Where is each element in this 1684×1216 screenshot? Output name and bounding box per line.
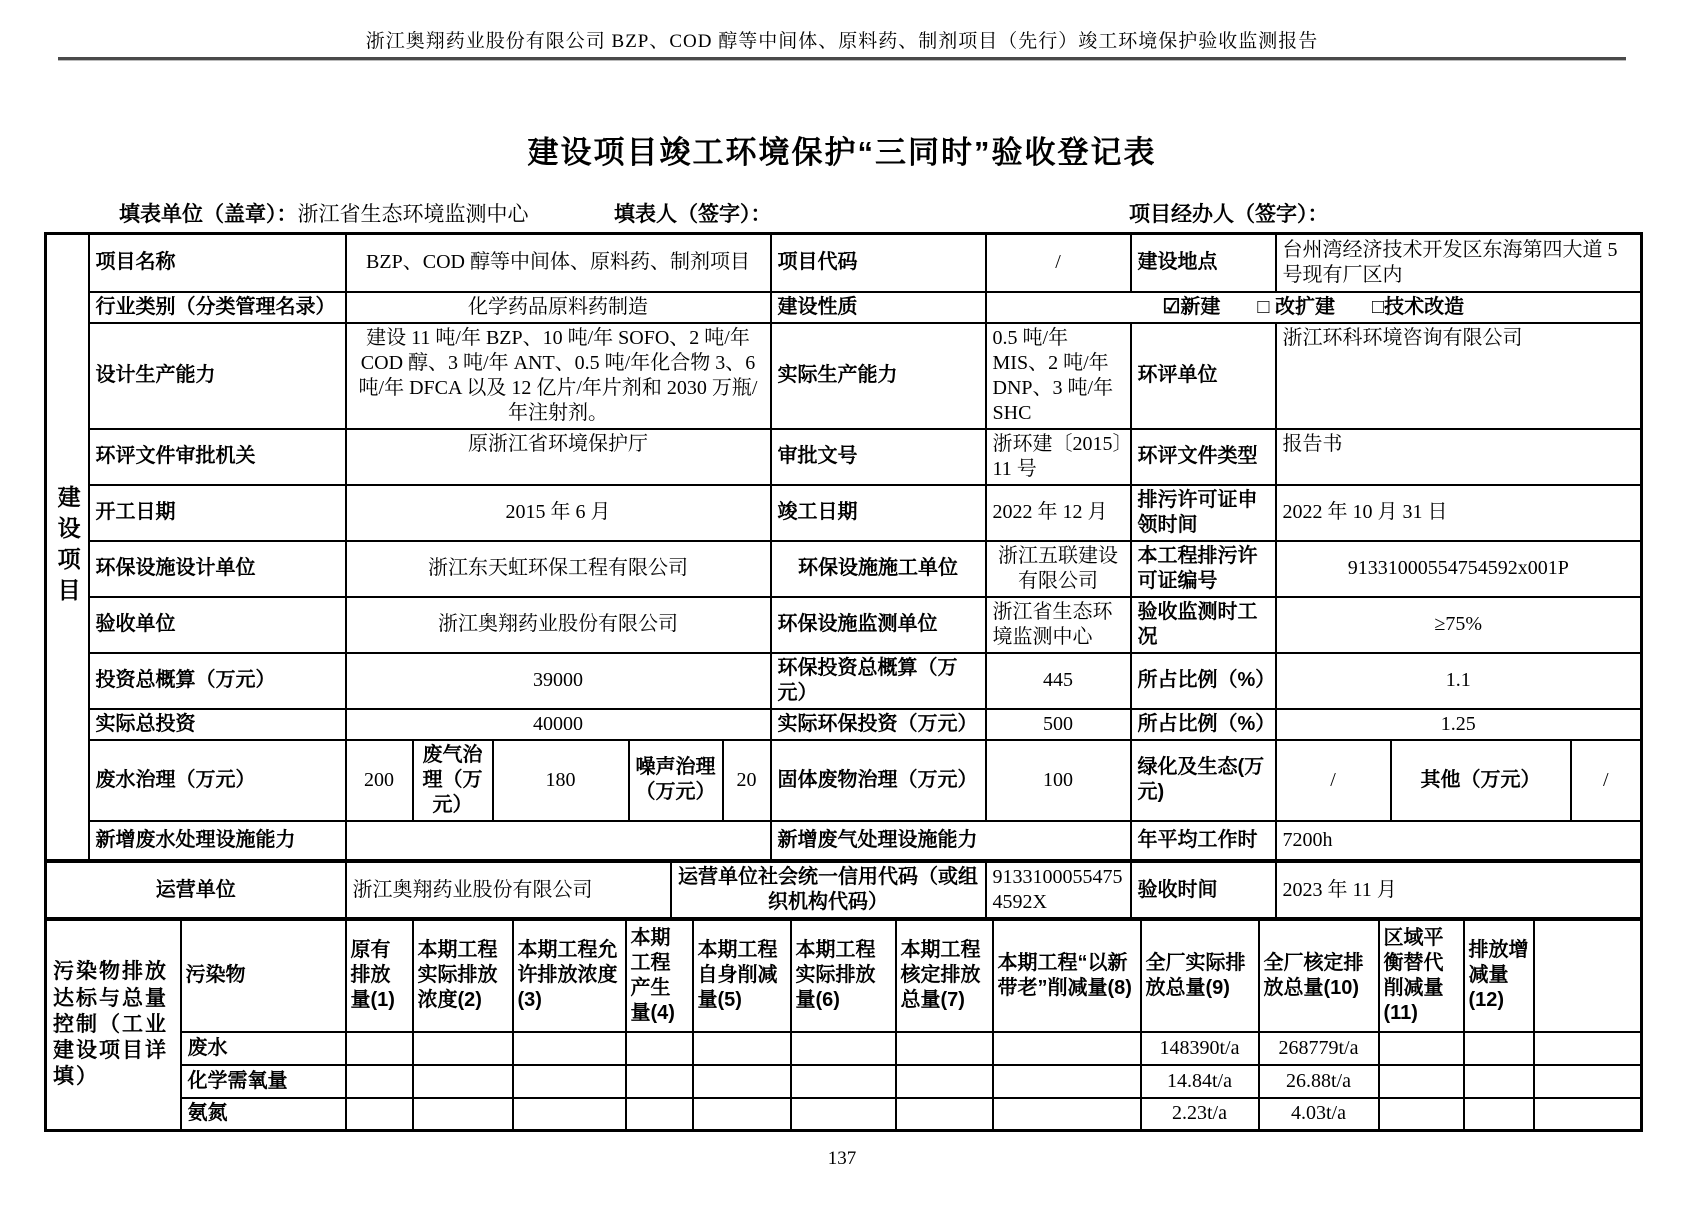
actual-capacity-value: 0.5 吨/年 MIS、2 吨/年 DNP、3 吨/年 SHC [986,323,1131,429]
eia-unit-label: 环评单位 [1131,323,1276,429]
actual-total-investment-value: 40000 [346,709,771,740]
cell [626,1032,693,1065]
industry-label: 行业类别（分类管理名录） [89,292,346,323]
permit-apply-time-value: 2022 年 10 月 31 日 [1276,485,1642,541]
eia-approval-org-label: 环评文件审批机关 [89,429,346,485]
approval-doc-no-label: 审批文号 [771,429,986,485]
document-page [44,26,1640,1170]
cell [791,1098,896,1131]
acceptance-time-label: 验收时间 [1131,862,1276,919]
acceptance-time-value: 2023 年 11 月 [1276,862,1642,919]
solid-waste-cost-value: 100 [986,740,1131,821]
credit-code-value: 91331000554754592X [986,862,1131,919]
construction-project-table [44,232,1643,862]
pollutant-row-wastewater [46,1032,1642,1065]
start-date-label: 开工日期 [89,485,346,541]
cell [791,1032,896,1065]
permit-apply-time-label: 排污许可证申领时间 [1131,485,1276,541]
plant-actual-total-value: 2.23t/a [1141,1098,1259,1131]
header-blank [1534,920,1642,1032]
header-old-for-new-reduction: 本期工程“以新带老”削减量(8) [993,920,1141,1032]
agent-label: 项目经办人（签字）： [1129,203,1329,226]
row-industry [46,292,1642,323]
env-budget-value: 445 [986,653,1131,709]
section-label-pollutants: 污染物排放达标与总量控制（工业建设项目详填） [46,920,181,1131]
new-gas-capacity-label: 新增废气处理设施能力 [771,821,1131,861]
plant-approved-total-value: 26.88t/a [1259,1065,1379,1098]
eia-approval-org-value: 原浙江省环境保护厅 [346,429,771,485]
pollutant-header-row [46,920,1642,1032]
actual-env-investment-value: 500 [986,709,1131,740]
eia-doc-type-label: 环评文件类型 [1131,429,1276,485]
working-condition-value: ≥75% [1276,597,1642,653]
row-design-unit [46,541,1642,597]
cell [1464,1032,1534,1065]
header-emission-change: 排放增减量(12) [1464,920,1534,1032]
cell [1464,1098,1534,1131]
new-wastewater-capacity-value [346,821,771,861]
cell [1464,1065,1534,1098]
actual-total-investment-label: 实际总投资 [89,709,346,740]
cell [346,1098,413,1131]
industry-value: 化学药品原料药制造 [346,292,771,323]
cell-blank [1534,1098,1642,1131]
checkbox-new-checked: ☑新建 [1162,295,1221,318]
eia-unit-value: 浙江环科环境咨询有限公司 [1276,323,1642,429]
plant-approved-total-value: 4.03t/a [1259,1098,1379,1131]
design-capacity-value: 建设 11 吨/年 BZP、10 吨/年 SOFO、2 吨/年 COD 醇、3 吨/年 ANT、0.5 吨/年化合物 3、6 吨/年 DFCA 以及 12 亿片/年片剂和 2030 万瓶/年注射剂。 [346,323,771,429]
approval-doc-no-value: 浙环建〔2015〕11 号 [986,429,1131,485]
construct-unit-label: 环保设施施工单位 [771,541,986,597]
cell [1379,1098,1464,1131]
report-header: 浙江奥翔药业股份有限公司 BZP、COD 醇等中间体、原料药、制剂项目（先行）竣工环境保护验收监测报告 [365,31,1319,52]
checkbox-tech-upgrade: □技术改造 [1372,295,1465,318]
project-code-value: / [986,234,1131,292]
pollutant-row-cod [46,1065,1642,1098]
start-date-value: 2015 年 6 月 [346,485,771,541]
page-number: 137 [827,1148,857,1169]
cell [346,1032,413,1065]
credit-code-label: 运营单位社会统一信用代码（或组织机构代码） [671,862,986,919]
plant-actual-total-value: 148390t/a [1141,1032,1259,1065]
acceptance-unit-label: 验收单位 [89,597,346,653]
cell [513,1032,626,1065]
monitor-unit-label: 环保设施监测单位 [771,597,986,653]
cell [791,1065,896,1098]
eia-doc-type-value: 报告书 [1276,429,1642,485]
nature-label: 建设性质 [771,292,986,323]
fill-unit-value: 浙江省生态环境监测中心 [297,202,529,226]
fill-unit-label: 填表单位（盖章）： [119,203,298,226]
cell [513,1065,626,1098]
cell-blank [1534,1065,1642,1098]
permit-no-value: 91331000554754592x001P [1276,541,1642,597]
ratio2-value: 1.25 [1276,709,1642,740]
ratio1-label: 所占比例（%） [1131,653,1276,709]
header-pollutant: 污染物 [181,920,346,1032]
section-label-construction: 建设项目 [46,234,89,861]
header-approved-total: 本期工程核定排放总量(7) [896,920,993,1032]
header-actual-concentration: 本期工程实际排放浓度(2) [413,920,513,1032]
ratio2-label: 所占比例（%） [1131,709,1276,740]
cell [993,1032,1141,1065]
row-project-name [46,234,1642,292]
project-name-label: 项目名称 [89,234,346,292]
cell-blank [1534,1032,1642,1065]
pollutant-name: 氨氮 [181,1098,346,1131]
row-acceptance-unit [46,597,1642,653]
pollutant-name: 化学需氧量 [181,1065,346,1098]
green-eco-cost-label: 绿化及生态(万元) [1131,740,1276,821]
wastewater-cost-label: 废水治理（万元） [89,740,346,821]
row-treatment-costs [46,740,1642,821]
noise-cost-label: 噪声治理（万元） [629,740,723,821]
pollutant-row-ammonia [46,1098,1642,1131]
header-self-reduction: 本期工程自身削减量(5) [693,920,791,1032]
cell [626,1065,693,1098]
cell [346,1065,413,1098]
checkbox-expand: □ 改扩建 [1257,295,1336,318]
design-capacity-label: 设计生产能力 [89,323,346,429]
operation-unit-table [44,860,1643,920]
form-subheader [44,198,1640,232]
nature-options [986,292,1642,323]
row-budget [46,653,1642,709]
plant-approved-total-value: 268779t/a [1259,1032,1379,1065]
env-budget-label: 环保投资总概算（万元） [771,653,986,709]
row-capacity [46,323,1642,429]
fill-person-label: 填表人（签字）： [614,203,772,226]
cell [413,1065,513,1098]
fill-unit [119,198,529,228]
actual-capacity-label: 实际生产能力 [771,323,986,429]
design-unit-value: 浙江东天虹环保工程有限公司 [346,541,771,597]
cell [1379,1032,1464,1065]
header-regional-substitute-reduction: 区域平衡替代削减量(11) [1379,920,1464,1032]
cell [693,1098,791,1131]
header-actual-emission: 本期工程实际排放量(6) [791,920,896,1032]
header-allowed-concentration: 本期工程允许排放浓度(3) [513,920,626,1032]
location-value: 台州湾经济技术开发区东海第四大道 5 号现有厂区内 [1276,234,1642,292]
header-original-emission: 原有排放量(1) [346,920,413,1032]
header-plant-actual-total: 全厂实际排放总量(9) [1141,920,1259,1032]
header-generated-amount: 本期工程产生量(4) [626,920,693,1032]
project-name-value: BZP、COD 醇等中间体、原料药、制剂项目 [346,234,771,292]
pollutant-control-table [44,918,1643,1132]
new-wastewater-capacity-label: 新增废水处理设施能力 [89,821,346,861]
wastewater-cost-value: 200 [346,740,413,821]
waste-gas-cost-label: 废气治理（万元） [413,740,493,821]
total-budget-value: 39000 [346,653,771,709]
other-cost-value: / [1571,740,1642,821]
header-plant-approved-total: 全厂核定排放总量(10) [1259,920,1379,1032]
actual-env-investment-label: 实际环保投资（万元） [771,709,986,740]
completion-date-value: 2022 年 12 月 [986,485,1131,541]
cell [896,1098,993,1131]
form-title: 建设项目竣工环境保护“三同时”验收登记表 [527,135,1157,170]
construct-unit-value: 浙江五联建设有限公司 [986,541,1131,597]
cell [626,1098,693,1131]
permit-no-label: 本工程排污许可证编号 [1131,541,1276,597]
row-dates [46,485,1642,541]
plant-actual-total-value: 14.84t/a [1141,1065,1259,1098]
cell [1379,1065,1464,1098]
location-label: 建设地点 [1131,234,1276,292]
annual-hours-value: 7200h [1276,821,1642,861]
cell [513,1098,626,1131]
pollutant-name: 废水 [181,1032,346,1065]
cell [896,1065,993,1098]
row-actual-investment [46,709,1642,740]
completion-date-label: 竣工日期 [771,485,986,541]
noise-cost-value: 20 [723,740,771,821]
cell [413,1032,513,1065]
cell [993,1098,1141,1131]
ratio1-value: 1.1 [1276,653,1642,709]
operation-unit-value: 浙江奥翔药业股份有限公司 [346,862,671,919]
project-code-label: 项目代码 [771,234,986,292]
header-rule [58,57,1626,61]
green-eco-cost-value: / [1276,740,1391,821]
row-eia-approval [46,429,1642,485]
working-condition-label: 验收监测时工况 [1131,597,1276,653]
cell [693,1032,791,1065]
row-new-capacity [46,821,1642,861]
total-budget-label: 投资总概算（万元） [89,653,346,709]
other-cost-label: 其他（万元） [1391,740,1571,821]
acceptance-unit-value: 浙江奥翔药业股份有限公司 [346,597,771,653]
cell [413,1098,513,1131]
solid-waste-cost-label: 固体废物治理（万元） [771,740,986,821]
operation-unit-label: 运营单位 [46,862,346,919]
cell [896,1032,993,1065]
design-unit-label: 环保设施设计单位 [89,541,346,597]
annual-hours-label: 年平均工作时 [1131,821,1276,861]
row-operation-unit [46,862,1642,919]
cell [993,1065,1141,1098]
monitor-unit-value: 浙江省生态环境监测中心 [986,597,1131,653]
waste-gas-cost-value: 180 [493,740,629,821]
cell [693,1065,791,1098]
